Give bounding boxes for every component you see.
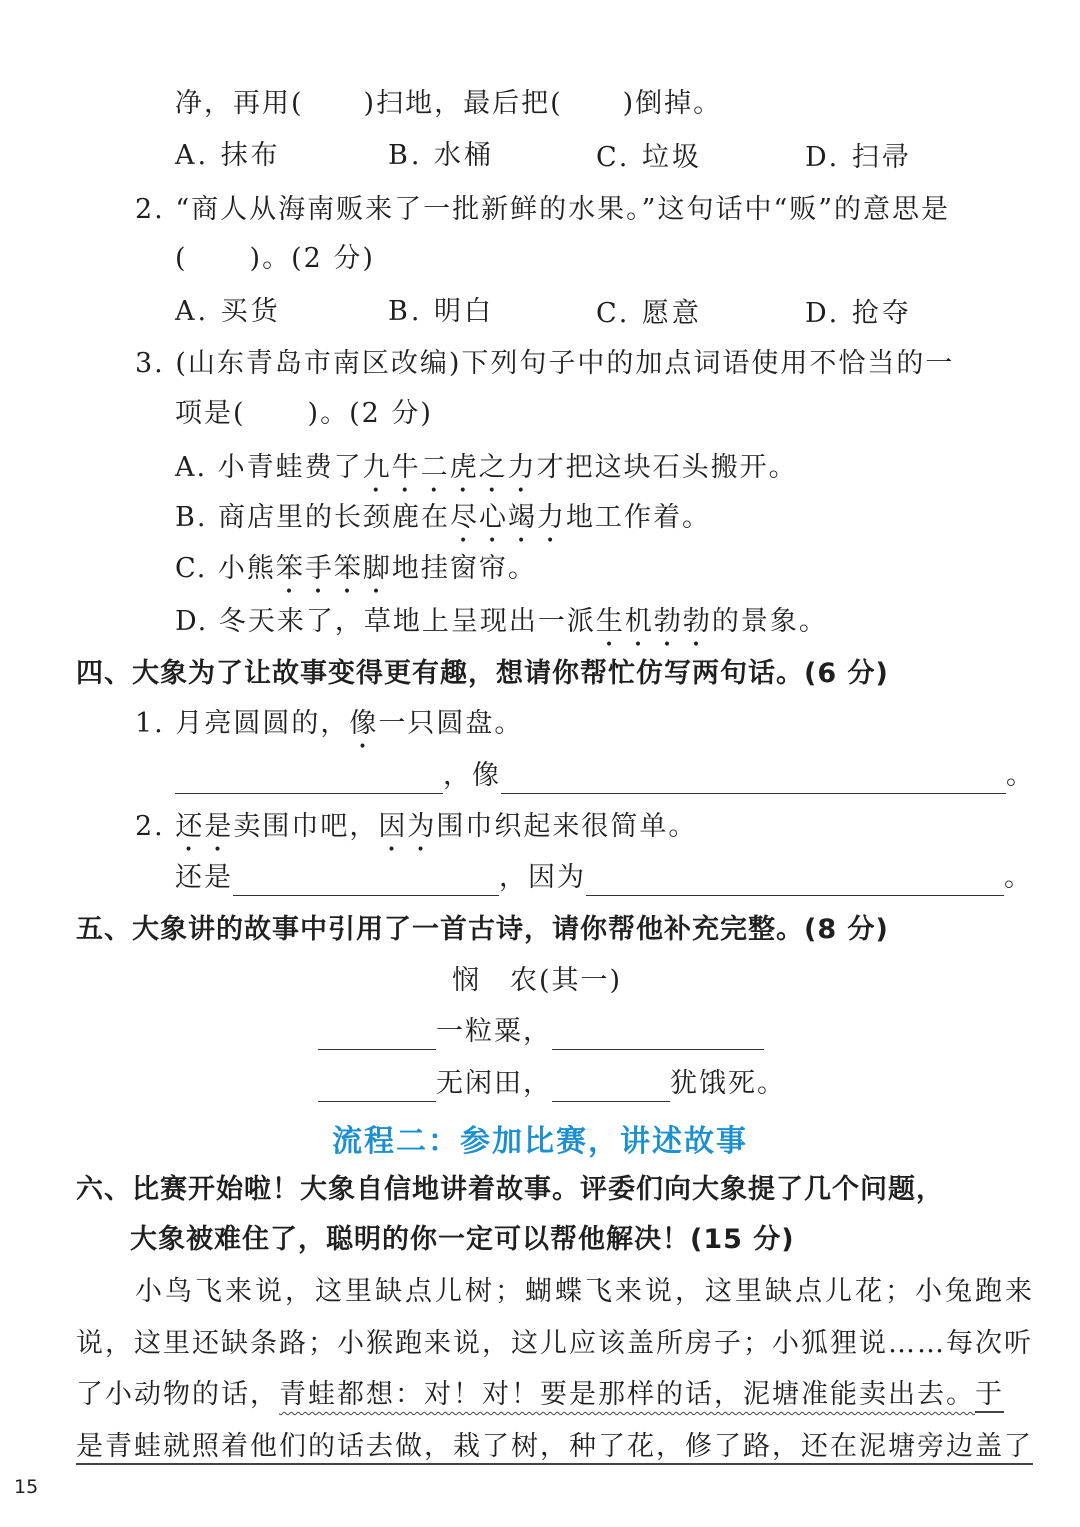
q3-option-a-dotted: 九牛二虎之力	[362, 452, 537, 483]
s4-item2-post: 围巾织起来很简单。	[436, 811, 698, 842]
q2-paren-close: )。(2 分)	[249, 243, 375, 274]
poem-line1-blank-b[interactable]	[552, 1021, 764, 1050]
poem-line2-blank-b[interactable]	[552, 1073, 670, 1102]
passage-line-2: 说，这里还缺条路；小猴跑来说，这儿应该盖所房子；小狐狸说……每次听	[76, 1328, 1033, 1359]
s4-item2-dotted-2: 因为	[378, 811, 437, 842]
q3-option-b-post: 地工作着。	[566, 502, 712, 533]
q1-text-c: )倒掉。	[622, 88, 723, 119]
q3-option-d[interactable]	[175, 604, 828, 653]
s4-item-1	[135, 706, 523, 755]
q1-option-b[interactable]: B. 水桶	[388, 140, 495, 171]
q2-paren-open: (	[175, 243, 188, 274]
q3-option-d-dotted: 生机勃勃	[595, 606, 712, 637]
q1-option-c[interactable]: C. 垃圾	[596, 142, 702, 173]
s4-fill1-blank-b[interactable]	[501, 765, 1006, 794]
s4-item1-pre: 1. 月亮圆圆的，	[135, 708, 350, 739]
s4-fill1-mid: ，像	[443, 760, 501, 791]
q2-option-b[interactable]: B. 明白	[388, 296, 495, 327]
s4-item2-dotted-1: 还是	[175, 811, 234, 842]
s4-item-2	[135, 809, 697, 858]
s4-fill-1	[175, 758, 1035, 794]
s4-item1-dotted: 像	[349, 708, 379, 739]
q3-option-c-dotted: 笨手笨脚	[275, 553, 392, 584]
q3-stem: 3. (山东青岛市南区改编)下列句子中的加点词语使用不恰当的一	[135, 348, 955, 379]
q2-stem: 2. “商人从海南贩来了一批新鲜的水果。”这句话中“贩”的意思是	[135, 194, 951, 225]
q2-stem-line2	[175, 241, 375, 277]
q1-option-a[interactable]: A. 抹布	[175, 140, 281, 171]
q3-option-b-pre: B. 商店里的长颈鹿在	[175, 502, 451, 533]
flow-2-heading: 流程二：参加比赛，讲述故事	[332, 1124, 748, 1159]
poem-line-2	[318, 1066, 786, 1102]
s4-fill2-mid: ，因为	[499, 862, 586, 893]
passage-line-4: 是青蛙就照着他们的话去做，栽了树，种了花，修了路，还在泥塘旁边盖了	[76, 1431, 1033, 1462]
q3-option-b-dotted: 尽心竭力	[450, 502, 567, 533]
poem-line1-blank-a[interactable]	[318, 1021, 436, 1050]
s4-fill1-blank-a[interactable]	[175, 765, 443, 794]
q3-option-a[interactable]	[175, 450, 798, 499]
q1-text-b: )扫地，最后把(	[363, 88, 563, 119]
s4-fill2-blank-b[interactable]	[586, 867, 1004, 896]
q3-option-c-post: 地挂窗帘。	[391, 553, 537, 584]
q3-paren-open: 项是(	[175, 398, 246, 429]
poem-line-1	[318, 1014, 764, 1050]
q3-paren-close: )。(2 分)	[307, 398, 433, 429]
section-6-title: 六、比赛开始啦！大象自信地讲着故事。评委们向大象提了几个问题，	[76, 1174, 944, 1205]
q1-option-d[interactable]: D. 扫帚	[805, 142, 912, 173]
poem-title	[452, 963, 622, 999]
section-6-title-line2: 大象被难住了，聪明的你一定可以帮他解决！(15 分)	[130, 1224, 795, 1255]
q3-option-b[interactable]	[175, 500, 711, 549]
q1-text-a: 净，再用(	[175, 88, 304, 119]
s4-fill2-end: 。	[1004, 862, 1033, 893]
page-number: 15	[14, 1476, 39, 1498]
s4-fill1-end: 。	[1006, 760, 1035, 791]
poem-title-sub: (其一)	[539, 965, 623, 996]
passage-line-1: 小鸟飞来说，这里缺点儿树；蝴蝶飞来说，这里缺点儿花；小兔跑来	[135, 1276, 1035, 1307]
poem-title-main: 悯 农	[452, 965, 539, 996]
q3-option-a-pre: A. 小青蛙费了	[175, 452, 363, 483]
s4-item2-mid: 卖围巾吧，	[233, 811, 379, 842]
passage-wavy-underline: 青蛙都想：对！对！要是那样的话，泥塘准能卖出去。	[279, 1379, 975, 1410]
poem-line2-blank-a[interactable]	[318, 1073, 436, 1102]
q1-line	[175, 86, 722, 122]
s4-fill2-start: 还是	[175, 862, 233, 893]
q3-option-d-post: 的景象。	[711, 606, 828, 637]
s4-item1-post: 一只圆盘。	[378, 708, 524, 739]
q2-option-d[interactable]: D. 抢夺	[805, 298, 912, 329]
poem-line1-mid: 一粒粟，	[436, 1016, 552, 1047]
poem-line2-mid: 无闲田，	[436, 1068, 552, 1099]
q3-option-c-pre: C. 小熊	[175, 553, 276, 584]
s4-item2-pre: 2.	[135, 811, 176, 842]
q2-option-c[interactable]: C. 愿意	[596, 298, 702, 329]
q3-option-c[interactable]	[175, 551, 537, 600]
q2-option-a[interactable]: A. 买货	[175, 296, 281, 327]
q3-stem-line2	[175, 396, 433, 432]
q3-option-a-post: 才把这块石头搬开。	[536, 452, 798, 483]
s4-fill-2	[175, 860, 1033, 896]
poem-line2-end: 犹饿死。	[670, 1068, 786, 1099]
passage-line3-pre: 了小动物的话，	[76, 1379, 279, 1410]
passage-line-3	[76, 1377, 1004, 1413]
section-4-title: 四、大象为了让故事变得更有趣，想请你帮忙仿写两句话。(6 分)	[76, 658, 889, 689]
passage-underline-start: 于	[975, 1379, 1004, 1410]
s4-fill2-blank-a[interactable]	[233, 867, 499, 896]
section-5-title: 五、大象讲的故事中引用了一首古诗，请你帮他补充完整。(8 分)	[76, 914, 889, 945]
q3-option-d-pre: D. 冬天来了，草地上呈现出一派	[175, 606, 596, 637]
